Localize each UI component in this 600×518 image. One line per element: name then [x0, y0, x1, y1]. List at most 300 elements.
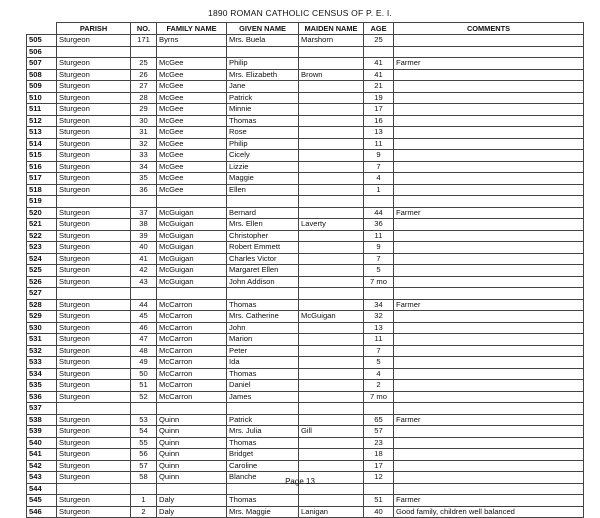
- parish-cell: Sturgeon: [57, 219, 131, 231]
- number-cell: 171: [131, 35, 157, 47]
- maiden-name-cell: [299, 276, 364, 288]
- row-number-cell: 524: [27, 253, 57, 265]
- family-name-cell: McGee: [157, 173, 227, 185]
- maiden-name-cell: [299, 334, 364, 346]
- family-name-cell: McGee: [157, 184, 227, 196]
- comments-cell: [394, 138, 584, 150]
- given-name-cell: Margaret Ellen: [227, 265, 299, 277]
- maiden-name-cell: [299, 127, 364, 139]
- number-cell: 39: [131, 230, 157, 242]
- family-name-cell: McGee: [157, 81, 227, 93]
- table-row: [27, 449, 584, 461]
- comments-cell: [394, 219, 584, 231]
- comments-cell: [394, 426, 584, 438]
- given-name-cell: Caroline: [227, 460, 299, 472]
- table-row: [27, 460, 584, 472]
- row-number-cell: 541: [27, 449, 57, 461]
- comments-cell: [394, 265, 584, 277]
- maiden-name-cell: Brown: [299, 69, 364, 81]
- age-cell: [364, 403, 394, 415]
- row-number-cell: 516: [27, 161, 57, 173]
- comments-cell: [394, 46, 584, 58]
- given-name-cell: Philip: [227, 58, 299, 70]
- given-name-cell: Thomas: [227, 437, 299, 449]
- parish-cell: Sturgeon: [57, 35, 131, 47]
- family-name-cell: McGuigan: [157, 253, 227, 265]
- row-number-cell: 510: [27, 92, 57, 104]
- given-name-cell: [227, 196, 299, 208]
- parish-cell: Sturgeon: [57, 69, 131, 81]
- table-row: [27, 437, 584, 449]
- family-name-cell: McGee: [157, 161, 227, 173]
- maiden-name-header: MAIDEN NAME: [299, 23, 364, 35]
- family-name-cell: Daly: [157, 506, 227, 518]
- table-row: [27, 414, 584, 426]
- family-name-cell: [157, 403, 227, 415]
- age-cell: 13: [364, 127, 394, 139]
- given-name-cell: John: [227, 322, 299, 334]
- parish-cell: Sturgeon: [57, 230, 131, 242]
- given-name-cell: Thomas: [227, 368, 299, 380]
- row-number-cell: 526: [27, 276, 57, 288]
- row-number-cell: 546: [27, 506, 57, 518]
- parish-cell: Sturgeon: [57, 207, 131, 219]
- maiden-name-cell: McGuigan: [299, 311, 364, 323]
- number-cell: [131, 403, 157, 415]
- maiden-name-cell: [299, 449, 364, 461]
- maiden-name-cell: [299, 196, 364, 208]
- age-cell: 65: [364, 414, 394, 426]
- family-name-cell: Daly: [157, 495, 227, 507]
- maiden-name-cell: [299, 150, 364, 162]
- age-cell: 21: [364, 81, 394, 93]
- parish-cell: Sturgeon: [57, 138, 131, 150]
- parish-cell: Sturgeon: [57, 322, 131, 334]
- number-cell: 54: [131, 426, 157, 438]
- comments-cell: [394, 449, 584, 461]
- number-cell: 30: [131, 115, 157, 127]
- maiden-name-cell: [299, 46, 364, 58]
- row-number-cell: 506: [27, 46, 57, 58]
- given-name-cell: James: [227, 391, 299, 403]
- family-name-cell: [157, 288, 227, 300]
- family-name-cell: McGee: [157, 138, 227, 150]
- family-name-cell: McGee: [157, 58, 227, 70]
- given-name-cell: Philip: [227, 138, 299, 150]
- row-number-cell: 515: [27, 150, 57, 162]
- age-cell: 41: [364, 58, 394, 70]
- comments-cell: [394, 368, 584, 380]
- family-name-cell: Quinn: [157, 472, 227, 484]
- given-name-cell: John Addison: [227, 276, 299, 288]
- number-cell: 38: [131, 219, 157, 231]
- family-name-cell: [157, 46, 227, 58]
- comments-cell: Farmer: [394, 299, 584, 311]
- maiden-name-cell: [299, 357, 364, 369]
- table-row: [27, 230, 584, 242]
- age-cell: 1: [364, 184, 394, 196]
- table-row: [27, 311, 584, 323]
- family-name-cell: McGuigan: [157, 207, 227, 219]
- number-cell: 52: [131, 391, 157, 403]
- table-row: [27, 426, 584, 438]
- given-name-cell: Robert Emmett: [227, 242, 299, 254]
- comments-cell: [394, 253, 584, 265]
- row-number-cell: 536: [27, 391, 57, 403]
- table-row: [27, 334, 584, 346]
- family-name-cell: McGuigan: [157, 265, 227, 277]
- row-number-cell: 532: [27, 345, 57, 357]
- comments-cell: [394, 403, 584, 415]
- age-cell: [364, 46, 394, 58]
- family-name-cell: Quinn: [157, 414, 227, 426]
- comments-cell: [394, 161, 584, 173]
- row-number-cell: 509: [27, 81, 57, 93]
- given-name-cell: Patrick: [227, 414, 299, 426]
- family-name-cell: Quinn: [157, 437, 227, 449]
- row-number-cell: 538: [27, 414, 57, 426]
- parish-cell: Sturgeon: [57, 81, 131, 93]
- comments-cell: [394, 115, 584, 127]
- number-cell: 48: [131, 345, 157, 357]
- maiden-name-cell: [299, 230, 364, 242]
- maiden-name-cell: [299, 253, 364, 265]
- comments-cell: [394, 173, 584, 185]
- given-name-cell: [227, 46, 299, 58]
- family-name-cell: Quinn: [157, 449, 227, 461]
- table-row: [27, 345, 584, 357]
- number-cell: 26: [131, 69, 157, 81]
- comments-cell: Farmer: [394, 207, 584, 219]
- table-row: [27, 403, 584, 415]
- parish-cell: Sturgeon: [57, 265, 131, 277]
- row-number-cell: 537: [27, 403, 57, 415]
- number-cell: 45: [131, 311, 157, 323]
- family-name-cell: McCarron: [157, 334, 227, 346]
- parish-cell: Sturgeon: [57, 276, 131, 288]
- family-name-cell: Byrns: [157, 35, 227, 47]
- family-name-cell: [157, 196, 227, 208]
- age-cell: [364, 196, 394, 208]
- row-number-cell: 519: [27, 196, 57, 208]
- maiden-name-cell: [299, 184, 364, 196]
- parish-cell: [57, 46, 131, 58]
- given-name-cell: Bridget: [227, 449, 299, 461]
- maiden-name-cell: [299, 161, 364, 173]
- comments-cell: [394, 150, 584, 162]
- table-row: [27, 495, 584, 507]
- maiden-name-cell: [299, 322, 364, 334]
- given-name-cell: Thomas: [227, 299, 299, 311]
- number-cell: 57: [131, 460, 157, 472]
- given-name-cell: Patrick: [227, 92, 299, 104]
- age-cell: 5: [364, 357, 394, 369]
- age-cell: 40: [364, 506, 394, 518]
- given-name-cell: Ellen: [227, 184, 299, 196]
- number-cell: 25: [131, 58, 157, 70]
- page-number: Page 13: [285, 477, 315, 486]
- row-number-cell: 540: [27, 437, 57, 449]
- age-cell: 16: [364, 115, 394, 127]
- number-cell: 46: [131, 322, 157, 334]
- family-name-header: FAMILY NAME: [157, 23, 227, 35]
- parish-cell: Sturgeon: [57, 460, 131, 472]
- table-row: [27, 207, 584, 219]
- maiden-name-cell: [299, 265, 364, 277]
- comments-cell: [394, 345, 584, 357]
- parish-cell: Sturgeon: [57, 449, 131, 461]
- number-cell: 33: [131, 150, 157, 162]
- comments-cell: [394, 311, 584, 323]
- comments-cell: [394, 334, 584, 346]
- family-name-cell: McCarron: [157, 357, 227, 369]
- parish-cell: Sturgeon: [57, 115, 131, 127]
- given-name-cell: Bernard: [227, 207, 299, 219]
- parish-cell: Sturgeon: [57, 380, 131, 392]
- comments-cell: [394, 196, 584, 208]
- age-cell: 17: [364, 104, 394, 116]
- number-cell: 40: [131, 242, 157, 254]
- row-number-cell: 521: [27, 219, 57, 231]
- row-number-cell: 530: [27, 322, 57, 334]
- age-cell: 51: [364, 495, 394, 507]
- number-cell: 28: [131, 92, 157, 104]
- comments-cell: [394, 276, 584, 288]
- maiden-name-cell: [299, 380, 364, 392]
- family-name-cell: McCarron: [157, 380, 227, 392]
- given-name-cell: Thomas: [227, 495, 299, 507]
- table-row: [27, 138, 584, 150]
- given-name-cell: Mrs. Julia: [227, 426, 299, 438]
- number-cell: 58: [131, 472, 157, 484]
- family-name-cell: McCarron: [157, 299, 227, 311]
- given-name-cell: Daniel: [227, 380, 299, 392]
- age-cell: 12: [364, 472, 394, 484]
- family-name-cell: Quinn: [157, 460, 227, 472]
- comments-cell: [394, 322, 584, 334]
- table-row: [27, 196, 584, 208]
- age-cell: 32: [364, 311, 394, 323]
- table-row: [27, 35, 584, 47]
- comments-cell: [394, 288, 584, 300]
- row-number-cell: 531: [27, 334, 57, 346]
- family-name-cell: McCarron: [157, 311, 227, 323]
- age-cell: 34: [364, 299, 394, 311]
- table-row: [27, 127, 584, 139]
- parish-cell: Sturgeon: [57, 150, 131, 162]
- row-number-cell: 543: [27, 472, 57, 484]
- family-name-cell: McCarron: [157, 391, 227, 403]
- maiden-name-cell: [299, 173, 364, 185]
- age-cell: 4: [364, 173, 394, 185]
- parish-cell: [57, 403, 131, 415]
- parish-cell: Sturgeon: [57, 161, 131, 173]
- number-cell: 34: [131, 161, 157, 173]
- number-cell: [131, 196, 157, 208]
- parish-cell: Sturgeon: [57, 391, 131, 403]
- parish-cell: Sturgeon: [57, 104, 131, 116]
- row-number-cell: 528: [27, 299, 57, 311]
- age-cell: 36: [364, 219, 394, 231]
- row-number-cell: 508: [27, 69, 57, 81]
- age-cell: 17: [364, 460, 394, 472]
- comments-cell: Good family, children well balanced: [394, 506, 584, 518]
- given-name-cell: Mrs. Catherine: [227, 311, 299, 323]
- parish-cell: Sturgeon: [57, 472, 131, 484]
- age-cell: 7: [364, 161, 394, 173]
- parish-cell: Sturgeon: [57, 299, 131, 311]
- comments-cell: [394, 69, 584, 81]
- given-name-cell: Mrs. Ellen: [227, 219, 299, 231]
- age-cell: 5: [364, 265, 394, 277]
- row-number-cell: 505: [27, 35, 57, 47]
- table-row: [27, 322, 584, 334]
- comments-cell: [394, 460, 584, 472]
- number-cell: 37: [131, 207, 157, 219]
- comments-cell: [394, 104, 584, 116]
- row-number-cell: 534: [27, 368, 57, 380]
- row-number-cell: 533: [27, 357, 57, 369]
- maiden-name-cell: [299, 403, 364, 415]
- table-row: [27, 81, 584, 93]
- age-cell: 9: [364, 242, 394, 254]
- given-name-cell: Peter: [227, 345, 299, 357]
- table-row: [27, 506, 584, 518]
- age-cell: 7: [364, 253, 394, 265]
- comments-cell: [394, 81, 584, 93]
- given-name-cell: Mrs. Buela: [227, 35, 299, 47]
- parish-cell: Sturgeon: [57, 311, 131, 323]
- parish-cell: Sturgeon: [57, 426, 131, 438]
- comments-cell: [394, 437, 584, 449]
- table-row: [27, 253, 584, 265]
- comments-cell: [394, 127, 584, 139]
- parish-cell: Sturgeon: [57, 242, 131, 254]
- table-row: [27, 380, 584, 392]
- maiden-name-cell: Laverty: [299, 219, 364, 231]
- row-number-cell: 517: [27, 173, 57, 185]
- age-cell: 7: [364, 345, 394, 357]
- family-name-cell: McGuigan: [157, 276, 227, 288]
- number-cell: 42: [131, 265, 157, 277]
- age-cell: 25: [364, 35, 394, 47]
- family-name-cell: McGee: [157, 69, 227, 81]
- row-number-cell: 525: [27, 265, 57, 277]
- comments-cell: [394, 184, 584, 196]
- age-header: AGE: [364, 23, 394, 35]
- maiden-name-cell: Marshorn: [299, 35, 364, 47]
- family-name-cell: McGee: [157, 150, 227, 162]
- maiden-name-cell: [299, 414, 364, 426]
- table-row: [27, 357, 584, 369]
- row-number-cell: 535: [27, 380, 57, 392]
- number-cell: [131, 46, 157, 58]
- table-row: [27, 58, 584, 70]
- given-name-cell: Mrs. Maggie: [227, 506, 299, 518]
- age-cell: 7 mo: [364, 391, 394, 403]
- table-row: [27, 115, 584, 127]
- table-row: [27, 173, 584, 185]
- number-cell: 27: [131, 81, 157, 93]
- row-number-cell: 527: [27, 288, 57, 300]
- age-cell: 11: [364, 334, 394, 346]
- number-cell: 56: [131, 449, 157, 461]
- parish-cell: Sturgeon: [57, 368, 131, 380]
- row-number-cell: 513: [27, 127, 57, 139]
- age-cell: 57: [364, 426, 394, 438]
- census-table: [26, 22, 584, 518]
- family-name-cell: McGee: [157, 115, 227, 127]
- age-cell: [364, 288, 394, 300]
- maiden-name-cell: [299, 81, 364, 93]
- parish-cell: Sturgeon: [57, 58, 131, 70]
- table-row: [27, 242, 584, 254]
- number-cell: 47: [131, 334, 157, 346]
- number-cell: 36: [131, 184, 157, 196]
- age-cell: 11: [364, 230, 394, 242]
- row-number-cell: 544: [27, 483, 57, 495]
- table-row: [27, 288, 584, 300]
- table-row: [27, 391, 584, 403]
- comments-header: COMMENTS: [394, 23, 584, 35]
- maiden-name-cell: [299, 495, 364, 507]
- comments-cell: [394, 230, 584, 242]
- given-name-cell: Minnie: [227, 104, 299, 116]
- given-name-cell: [227, 288, 299, 300]
- age-cell: 18: [364, 449, 394, 461]
- comments-cell: [394, 357, 584, 369]
- number-cell: 51: [131, 380, 157, 392]
- row-number-cell: 511: [27, 104, 57, 116]
- table-row: [27, 299, 584, 311]
- family-name-cell: McGee: [157, 127, 227, 139]
- number-header: NO.: [131, 23, 157, 35]
- row-number-cell: 529: [27, 311, 57, 323]
- row-number-cell: 507: [27, 58, 57, 70]
- row-number-cell: 518: [27, 184, 57, 196]
- parish-cell: Sturgeon: [57, 184, 131, 196]
- parish-cell: [57, 288, 131, 300]
- table-row: [27, 276, 584, 288]
- number-cell: 49: [131, 357, 157, 369]
- row-number-header: [27, 23, 57, 35]
- family-name-cell: McCarron: [157, 345, 227, 357]
- number-cell: 50: [131, 368, 157, 380]
- table-row: [27, 92, 584, 104]
- number-cell: 2: [131, 506, 157, 518]
- maiden-name-cell: [299, 460, 364, 472]
- comments-cell: [394, 92, 584, 104]
- family-name-cell: McCarron: [157, 322, 227, 334]
- number-cell: 41: [131, 253, 157, 265]
- family-name-cell: Quinn: [157, 426, 227, 438]
- table-header-row: [27, 23, 584, 35]
- given-name-cell: [227, 403, 299, 415]
- row-number-cell: 512: [27, 115, 57, 127]
- maiden-name-cell: [299, 104, 364, 116]
- family-name-cell: McCarron: [157, 368, 227, 380]
- age-cell: 23: [364, 437, 394, 449]
- age-cell: 2: [364, 380, 394, 392]
- maiden-name-cell: [299, 437, 364, 449]
- comments-cell: Farmer: [394, 58, 584, 70]
- parish-cell: Sturgeon: [57, 92, 131, 104]
- table-row: [27, 161, 584, 173]
- parish-header: PARISH: [57, 23, 131, 35]
- parish-cell: Sturgeon: [57, 357, 131, 369]
- maiden-name-cell: [299, 115, 364, 127]
- row-number-cell: 523: [27, 242, 57, 254]
